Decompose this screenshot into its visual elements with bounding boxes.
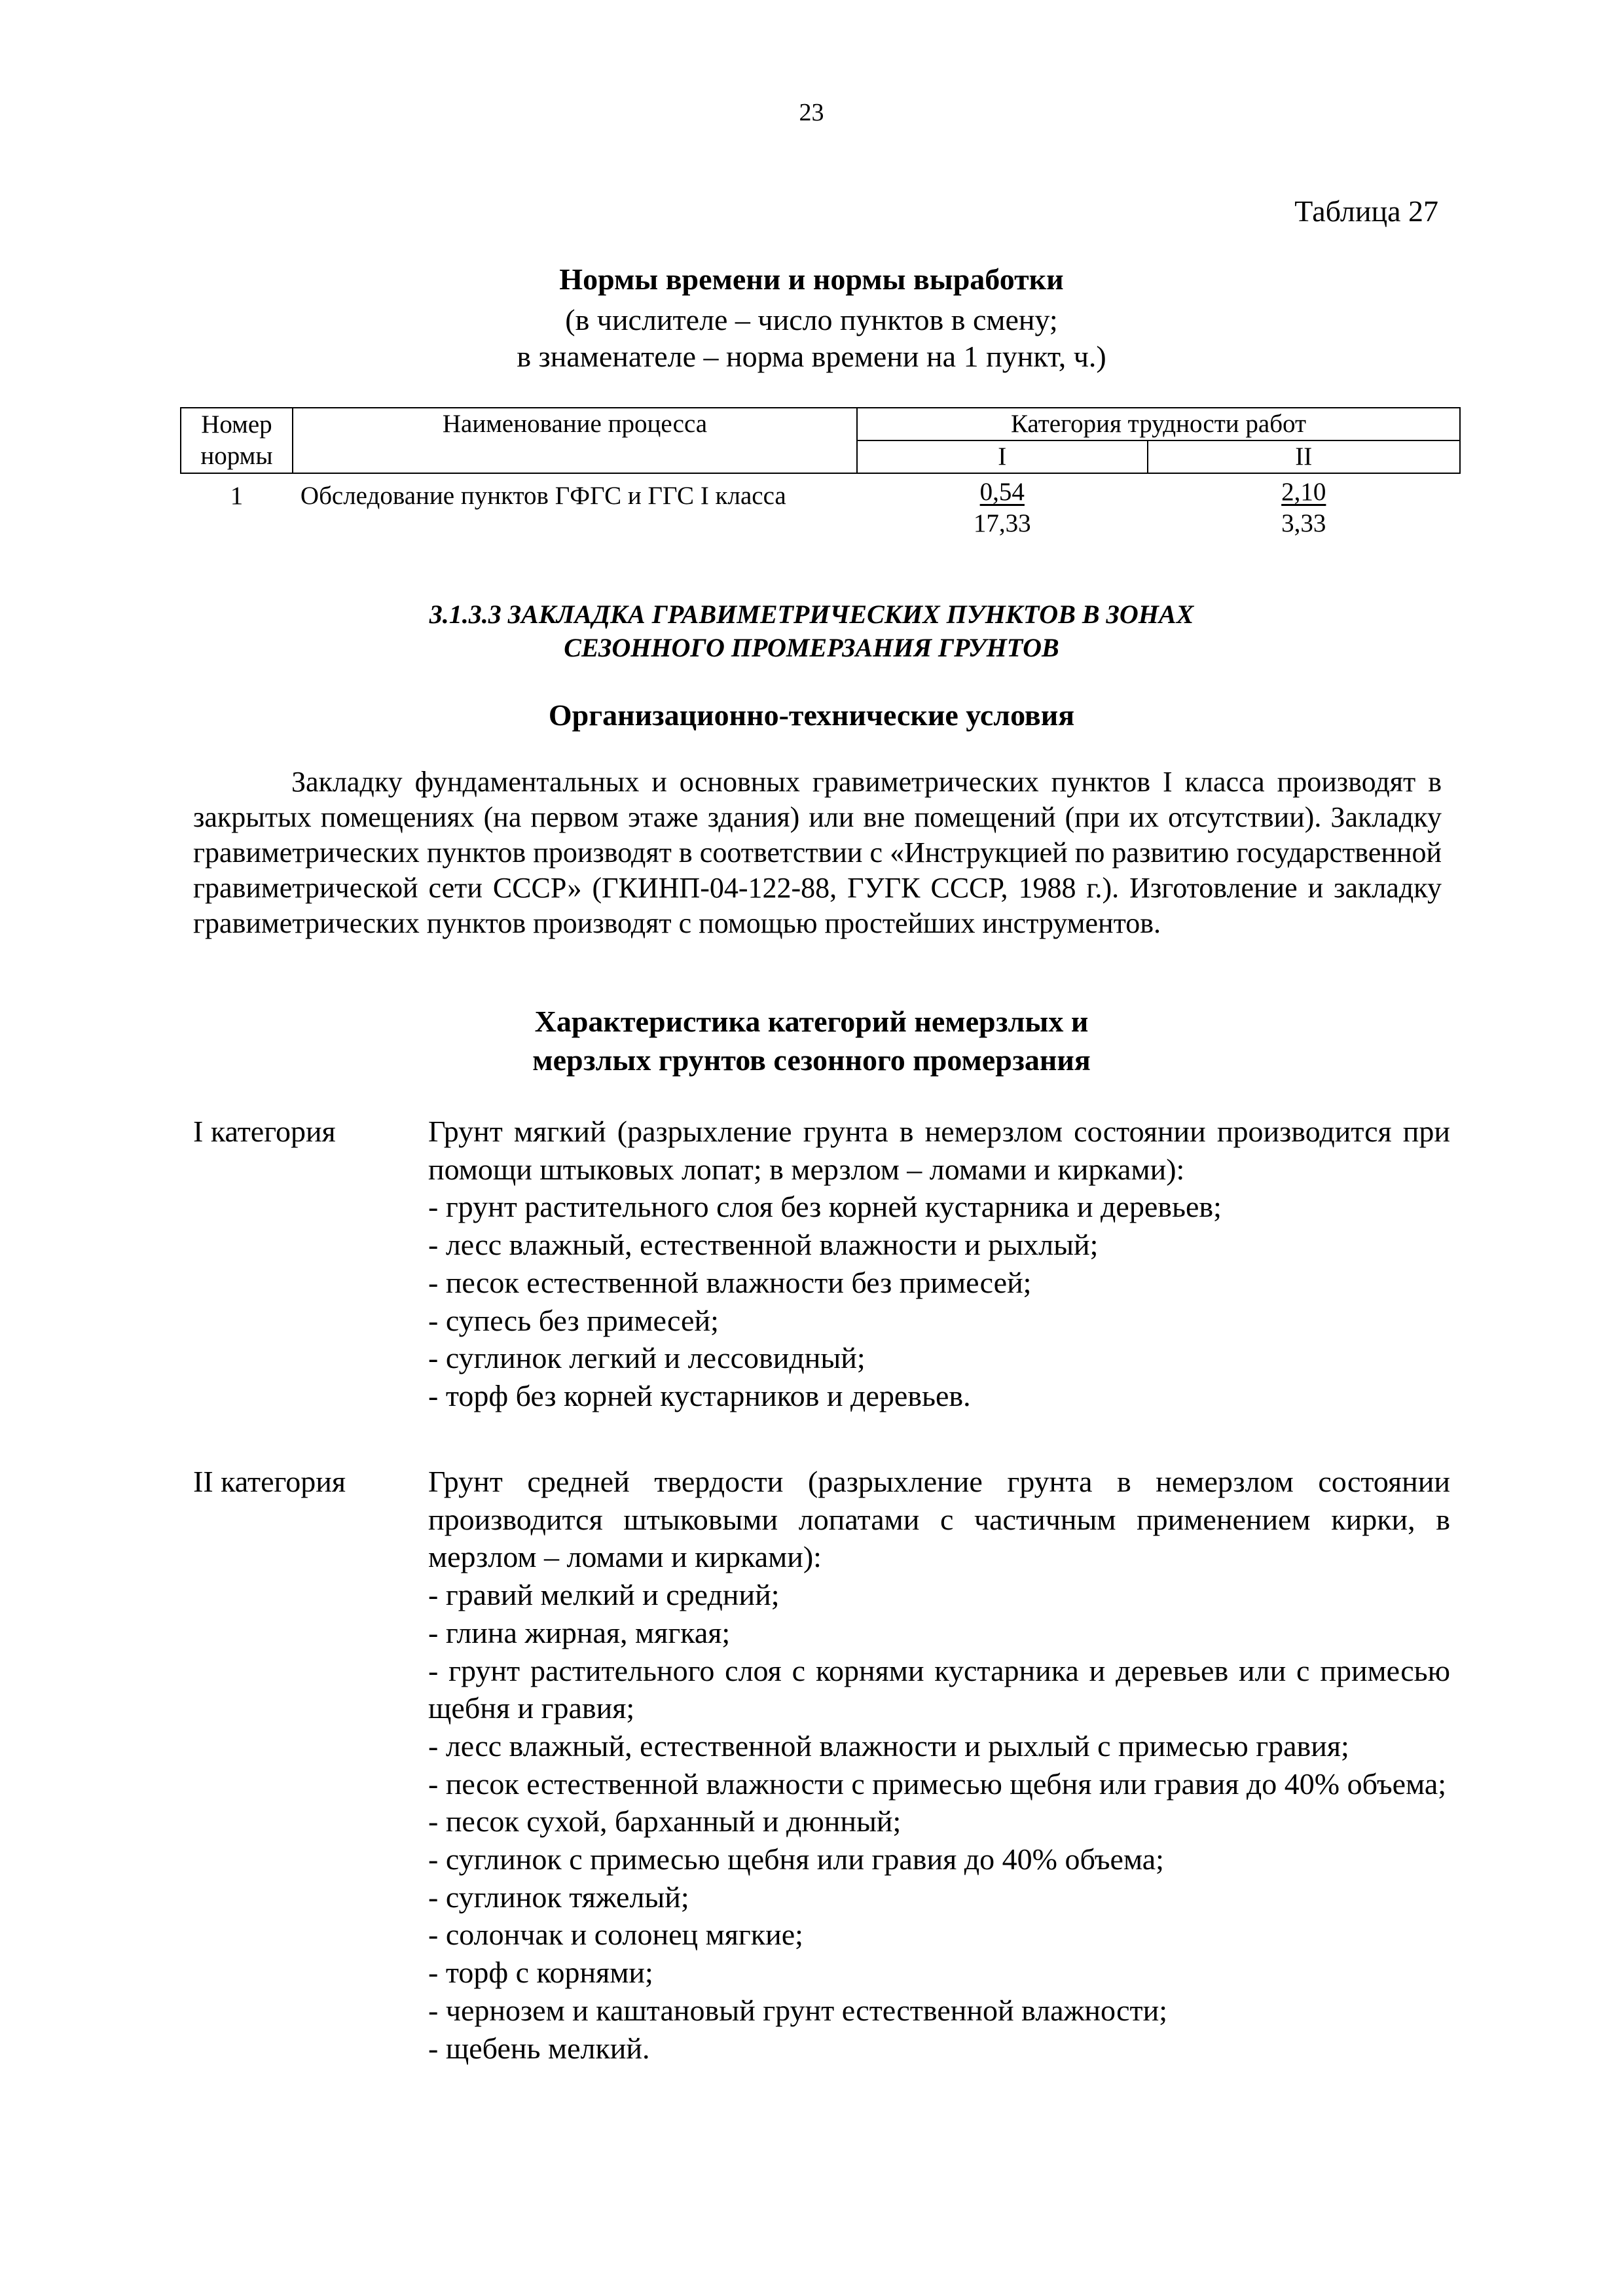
list-item: - грунт растительного слоя с корнями кустарника и деревьев или с примесью щебня и гравия; bbox=[428, 1653, 1450, 1725]
table-title: Нормы времени и нормы выработки bbox=[559, 262, 1064, 296]
category-description: Грунт средней твердости (разрыхление грунта в немерзлом состоянии производится штыковыми лопатами с частичным применением кирки, в мерзлом – ломами и кирками): bbox=[428, 1465, 1450, 1574]
page-number: 23 bbox=[799, 99, 824, 126]
list-item: - щебень мелкий. bbox=[428, 2031, 650, 2065]
category-description: Грунт мягкий (разрыхление грунта в немерзлом состоянии производится при помощи штыковых лопат; в мерзлом – ломами и кирками): bbox=[428, 1115, 1450, 1186]
list-item: - грунт растительного слоя без корней кустарника и деревьев; bbox=[428, 1190, 1222, 1224]
section-heading-line-2: СЕЗОННОГО ПРОМЕРЗАНИЯ ГРУНТОВ bbox=[564, 633, 1059, 662]
header-category: Категория трудности работ bbox=[857, 408, 1460, 440]
numerator: 2,10 bbox=[1281, 478, 1326, 506]
list-item: - солончак и солонец мягкие; bbox=[428, 1918, 803, 1952]
fraction-cat-1 bbox=[974, 476, 1031, 539]
table-subtitle-line-2: в знаменателе – норма времени на 1 пункт, ч.) bbox=[517, 340, 1106, 373]
section-heading-line-1: 3.1.3.3 ЗАКЛАДКА ГРАВИМЕТРИЧЕСКИХ ПУНКТОВ В ЗОНАХ bbox=[429, 600, 1194, 629]
table-header-row bbox=[181, 408, 1460, 440]
list-item: - суглинок с примесью щебня или гравия до 40% объема; bbox=[428, 1842, 1164, 1876]
categories-heading-line-1: Характеристика категорий немерзлых и bbox=[534, 1005, 1089, 1038]
table-subtitle-line-1: (в числителе – число пунктов в смену; bbox=[565, 303, 1058, 336]
numerator: 0,54 bbox=[979, 478, 1025, 506]
denominator: 17,33 bbox=[973, 509, 1031, 537]
header-number-line-2: нормы bbox=[200, 442, 273, 470]
categories-heading-line-2: мерзлых грунтов сезонного промерзания bbox=[532, 1043, 1091, 1077]
header-cat-2: II bbox=[1148, 440, 1460, 473]
list-item: - торф без корней кустарников и деревьев. bbox=[428, 1378, 971, 1412]
list-item: - торф с корнями; bbox=[428, 1956, 653, 1990]
header-cat-1: I bbox=[857, 440, 1148, 473]
header-number bbox=[181, 408, 293, 473]
conditions-heading: Организационно-технические условия bbox=[548, 698, 1075, 732]
category-1 bbox=[193, 1113, 1450, 1415]
list-item: - песок естественной влажности с примесью щебня или гравия до 40% объема; bbox=[428, 1767, 1447, 1801]
list-item: - лесс влажный, естественной влажности и рыхлый с примесью гравия; bbox=[428, 1729, 1349, 1763]
row-number: 1 bbox=[230, 482, 244, 510]
fraction-cat-2 bbox=[1281, 476, 1326, 539]
table-row bbox=[181, 473, 1460, 539]
row-process: Обследование пунктов ГФГС и ГГС I класса bbox=[300, 482, 786, 510]
list-item: - гравий мелкий и средний; bbox=[428, 1578, 780, 1612]
header-number-line-1: Номер bbox=[201, 410, 272, 439]
list-item: - суглинок легкий и лессовидный; bbox=[428, 1341, 866, 1375]
list-item: - песок естественной влажности без примесей; bbox=[428, 1265, 1032, 1299]
category-2 bbox=[193, 1463, 1450, 2067]
category-label: II категория bbox=[193, 1465, 346, 1498]
list-item: - супесь без примесей; bbox=[428, 1303, 719, 1337]
list-item: - лесс влажный, естественной влажности и рыхлый; bbox=[428, 1228, 1099, 1262]
table-label: Таблица 27 bbox=[1294, 194, 1438, 228]
category-label: I категория bbox=[193, 1115, 336, 1148]
header-process: Наименование процесса bbox=[293, 408, 857, 473]
denominator: 3,33 bbox=[1281, 509, 1326, 537]
list-item: - глина жирная, мягкая; bbox=[428, 1615, 731, 1649]
norms-table bbox=[180, 407, 1461, 539]
conditions-text: Закладку фундаментальных и основных гравиметрических пунктов I класса производят в закрытых помещениях (на первом этаже здания) или вне помещений (при их отсутствии). Закладку гравиметрических пунктов производят в соответствии с «Инструкцией по развитию государственной гравиметрической сети СССР» (ГКИНП-04-122-88, ГУГК СССР, 1988 г.). Изготовление и закладку гравиметрических пунктов производят с помощью простейших инструментов. bbox=[193, 766, 1442, 939]
list-item: - суглинок тяжелый; bbox=[428, 1880, 689, 1914]
conditions-paragraph bbox=[193, 764, 1442, 941]
list-item: - песок сухой, барханный и дюнный; bbox=[428, 1804, 902, 1839]
list-item: - чернозем и каштановый грунт естественной влажности; bbox=[428, 1993, 1168, 2027]
